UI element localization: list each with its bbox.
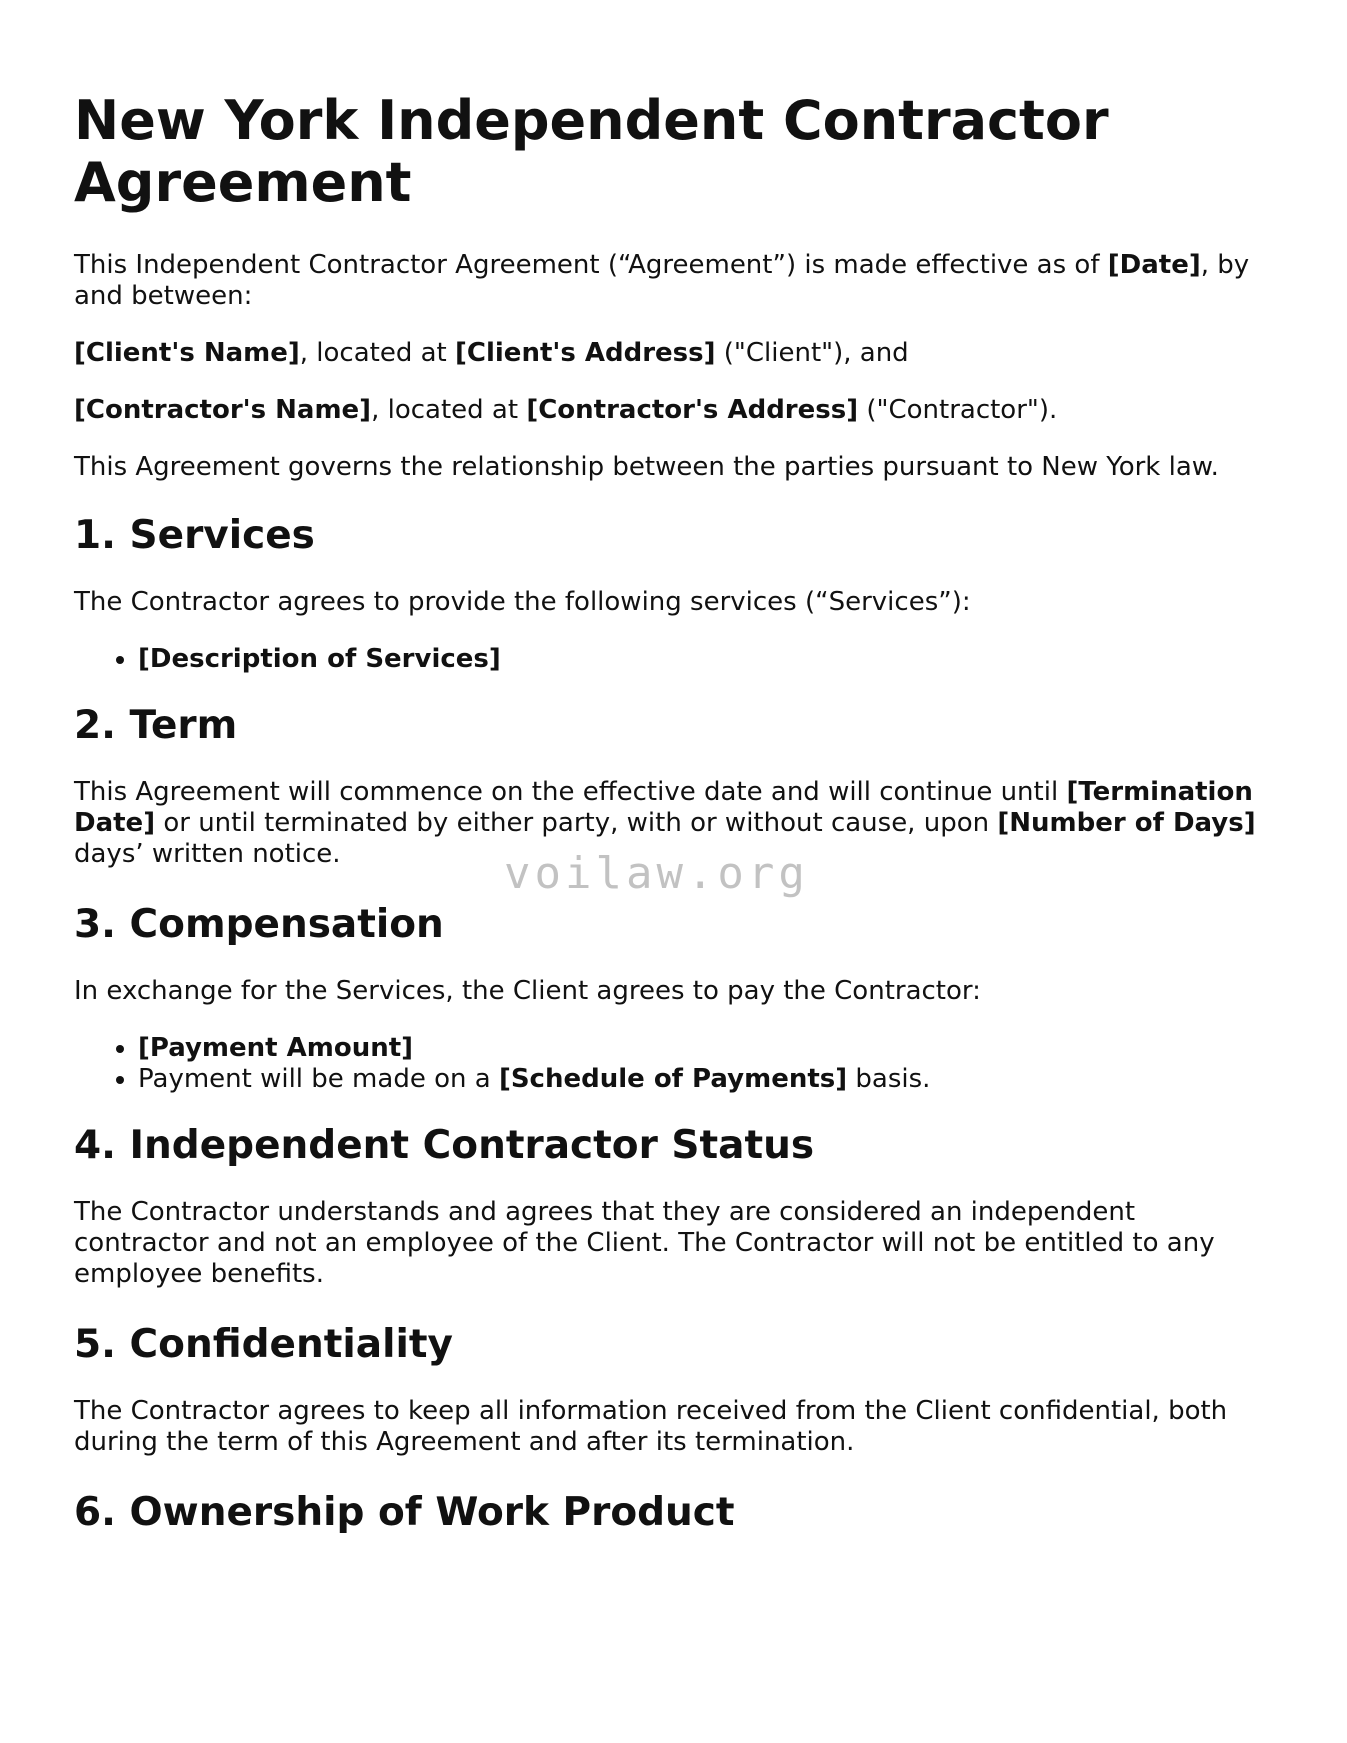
date-placeholder: [Date] [1107,250,1201,280]
payment-text-1: Payment will be made on a [138,1064,499,1094]
intro-paragraph [74,250,1274,312]
section-ownership-heading: 6. Ownership of Work Product [74,1490,735,1535]
watermark: voilaw.org [504,848,809,899]
section-status-heading: 4. Independent Contractor Status [74,1123,815,1168]
services-paragraph: The Contractor agrees to provide the following services (“Services”): [74,587,971,617]
services-description-placeholder: [Description of Services] [138,644,501,674]
payment-amount-placeholder: [Payment Amount] [138,1033,414,1063]
contractor-name-placeholder: [Contractor's Name] [74,395,372,425]
section-services-heading: 1. Services [74,513,315,558]
client-text-2: ("Client"), and [715,338,909,368]
number-of-days-placeholder: [Number of Days] [997,808,1256,838]
client-text-1: , located at [299,338,456,368]
services-list [74,644,1274,675]
list-item [138,1033,1274,1064]
governs-paragraph: This Agreement governs the relationship between the parties pursuant to New York law. [74,452,1219,482]
term-text-2: or until terminated by either party, with or without cause, upon [155,808,998,838]
contractor-paragraph [74,395,1274,426]
client-paragraph [74,338,1274,369]
status-paragraph: The Contractor understands and agrees that they are considered an independent contractor and not an employee of the Client. The Contractor will not be entitled to any employee benefits. [74,1197,1215,1289]
section-confidentiality-heading: 5. Confidentiality [74,1322,453,1367]
term-text-3: days’ written notice. [74,839,341,869]
list-item [138,644,1274,675]
contractor-text-1: , located at [371,395,527,425]
section-term-heading: 2. Term [74,703,238,748]
client-name-placeholder: [Client's Name] [74,338,300,368]
intro-text-1: This Independent Contractor Agreement (“Agreement”) is made effective as of [74,250,1108,280]
payment-text-2: basis. [847,1064,931,1094]
client-address-placeholder: [Client's Address] [455,338,716,368]
term-text-1: This Agreement will commence on the effective date and will continue until [74,777,1067,807]
term-paragraph [74,777,1274,870]
list-item [138,1064,1274,1095]
document-page [74,90,1274,1564]
intro-text-2: , by and between: [74,250,1250,311]
contractor-text-2: ("Contractor"). [858,395,1058,425]
page-title: New York Independent Contractor Agreement [74,89,1109,214]
compensation-list [74,1033,1274,1095]
contractor-address-placeholder: [Contractor's Address] [526,395,859,425]
compensation-paragraph: In exchange for the Services, the Client agrees to pay the Contractor: [74,976,981,1006]
termination-date-placeholder: [Termination Date] [74,777,1253,838]
schedule-of-payments-placeholder: [Schedule of Payments] [498,1064,848,1094]
section-compensation-heading: 3. Compensation [74,902,444,947]
confidentiality-paragraph: The Contractor agrees to keep all information received from the Client confidential, both during the term of this Agreement and after its termination. [74,1396,1228,1457]
